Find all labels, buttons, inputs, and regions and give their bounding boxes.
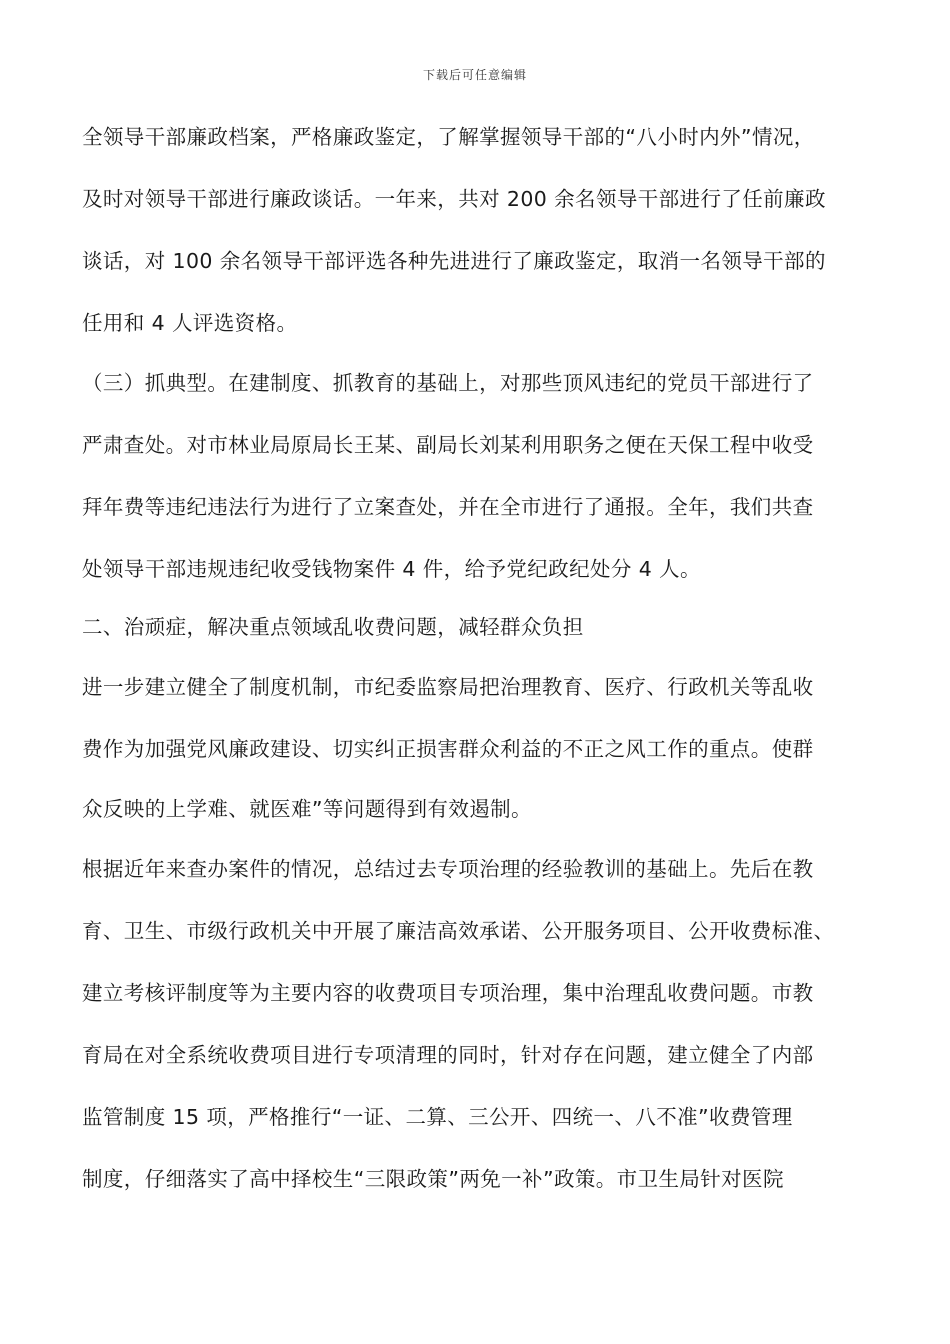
text-line: 任用和 4 人评选资格。 (82, 311, 298, 335)
text-line: 及时对领导干部进行廉政谈话。一年来，共对 200 余名领导干部进行了任前廉政 (82, 187, 826, 211)
text-line: 费作为加强党风廉政建设、切实纠正损害群众利益的不正之风工作的重点。使群 (82, 737, 814, 761)
text-line: 育局在对全系统收费项目进行专项清理的同时，针对存在问题，建立健全了内部 (82, 1043, 814, 1067)
text-line: 监管制度 15 项，严格推行“一证、二算、三公开、四统一、八不准”收费管理 (82, 1105, 793, 1129)
section-heading: 二、治顽症，解决重点领域乱收费问题，减轻群众负担 (82, 615, 584, 639)
page-header: 下载后可任意编辑 (422, 68, 527, 82)
text-line: 全领导干部廉政档案，严格廉政鉴定，了解掌握领导干部的“八小时内外”情况， (82, 125, 815, 149)
text-line: 建立考核评制度等为主要内容的收费项目专项治理，集中治理乱收费问题。市教 (82, 981, 814, 1005)
text-line: 处领导干部违规违纪收受钱物案件 4 件，给予党纪政纪处分 4 人。 (82, 557, 701, 581)
text-line: 谈话，对 100 余名领导干部评选各种先进进行了廉政鉴定，取消一名领导干部的 (82, 249, 826, 273)
text-line: （三）抓典型。在建制度、抓教育的基础上，对那些顶风违纪的党员干部进行了 (82, 371, 814, 395)
text-line: 制度，仔细落实了高中择校生“三限政策”两免一补”政策。市卫生局针对医院 (82, 1167, 784, 1191)
text-line: 育、卫生、市级行政机关中开展了廉洁高效承诺、公开服务项目、公开收费标准、 (82, 919, 835, 943)
text-line: 众反映的上学难、就医难”等问题得到有效遏制。 (82, 797, 532, 821)
text-line: 根据近年来查办案件的情况，总结过去专项治理的经验教训的基础上。先后在教 (82, 857, 814, 881)
text-line: 拜年费等违纪违法行为进行了立案查处，并在全市进行了通报。全年，我们共查 (82, 495, 814, 519)
text-line: 严肃查处。对市林业局原局长王某、副局长刘某利用职务之便在天保工程中收受 (82, 433, 814, 457)
text-line: 进一步建立健全了制度机制，市纪委监察局把治理教育、医疗、行政机关等乱收 (82, 675, 814, 699)
